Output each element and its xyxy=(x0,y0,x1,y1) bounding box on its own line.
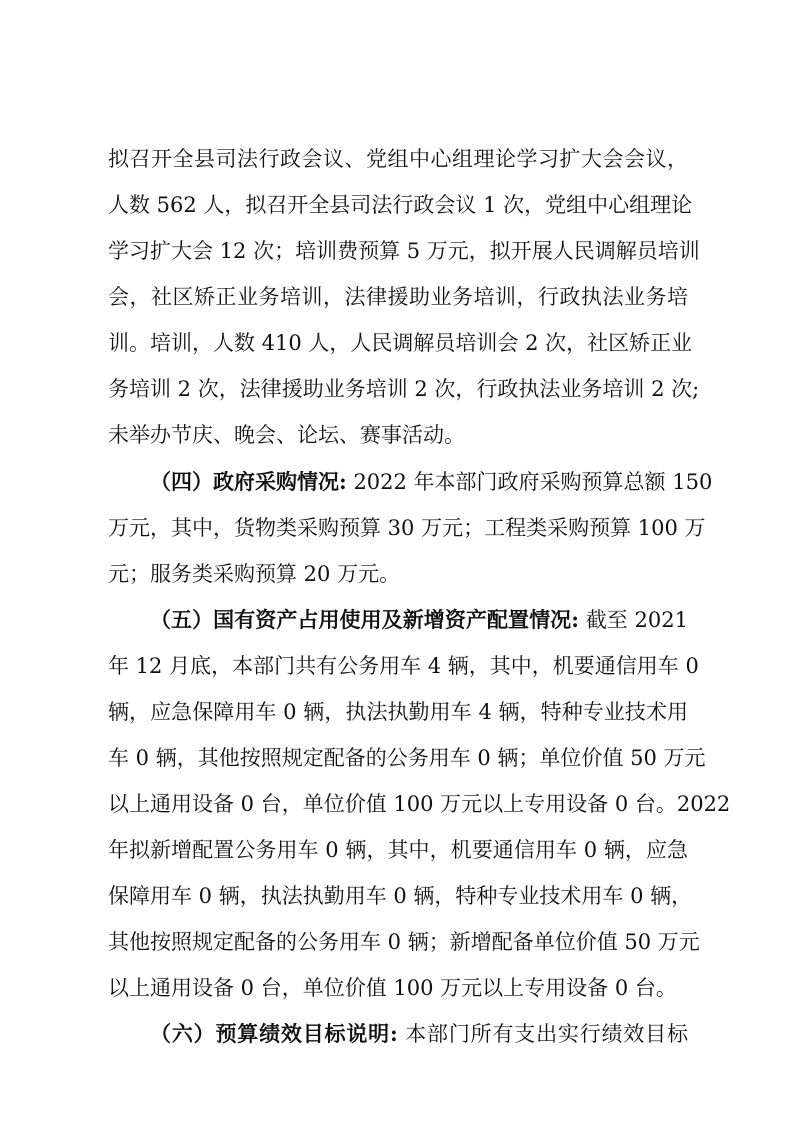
body-text-line: 以上通用设备 0 台，单位价值 100 万元以上专用设备 0 台。2022 xyxy=(108,792,731,816)
section-text: 截至 2021 xyxy=(578,608,688,632)
body-text-line: 人数 562 人，拟召开全县司法行政会议 1 次，党组中心组理论 xyxy=(108,193,693,217)
section-first-line xyxy=(150,605,688,635)
section-text: 本部门所有支出实行绩效目标 xyxy=(397,1022,688,1046)
body-text-line: 元；服务类采购预算 20 万元。 xyxy=(108,562,401,586)
body-text-line: 年拟新增配置公务用车 0 辆，其中，机要通信用车 0 辆，应急 xyxy=(108,838,688,862)
body-text-line: 未举办节庆、晚会、论坛、赛事活动。 xyxy=(108,423,465,447)
body-text-line: 辆，应急保障用车 0 辆，执法执勤用车 4 辆，特种专业技术用 xyxy=(108,700,688,724)
section-first-line xyxy=(150,467,713,497)
body-text-line: 保障用车 0 辆，执法执勤用车 0 辆，特种专业技术用车 0 辆， xyxy=(108,884,693,908)
body-text-line: 训。培训，人数 410 人，人民调解员培训会 2 次，社区矫正业 xyxy=(108,331,693,355)
section-first-line xyxy=(150,1019,688,1049)
body-text-line: 年 12 月底，本部门共有公务用车 4 辆，其中，机要通信用车 0 xyxy=(108,654,699,678)
body-text-line: 会，社区矫正业务培训，法律援助业务培训，行政执法业务培 xyxy=(108,285,688,309)
body-text-line: 务培训 2 次，法律援助业务培训 2 次，行政执法业务培训 2 次; xyxy=(108,377,700,401)
body-text-line: 以上通用设备 0 台，单位价值 100 万元以上专用设备 0 台。 xyxy=(108,976,677,1000)
body-text-line: 车 0 辆，其他按照规定配备的公务用车 0 辆；单位价值 50 万元 xyxy=(108,746,706,770)
body-text-line: 万元，其中，货物类采购预算 30 万元；工程类采购预算 100 万 xyxy=(108,516,706,540)
section-heading: （六）预算绩效目标说明: xyxy=(150,1021,398,1046)
body-text-line: 其他按照规定配备的公务用车 0 辆；新增配备单位价值 50 万元 xyxy=(108,930,700,954)
section-text: 2022 年本部门政府采购预算总额 150 xyxy=(346,470,713,494)
section-heading: （五）国有资产占用使用及新增资产配置情况: xyxy=(150,607,579,632)
body-text-line: 拟召开全县司法行政会议、党组中心组理论学习扩大会会议， xyxy=(108,147,688,171)
body-text-line: 学习扩大会 12 次；培训费预算 5 万元，拟开展人民调解员培训 xyxy=(108,239,700,263)
section-heading: （四）政府采购情况: xyxy=(150,469,347,494)
